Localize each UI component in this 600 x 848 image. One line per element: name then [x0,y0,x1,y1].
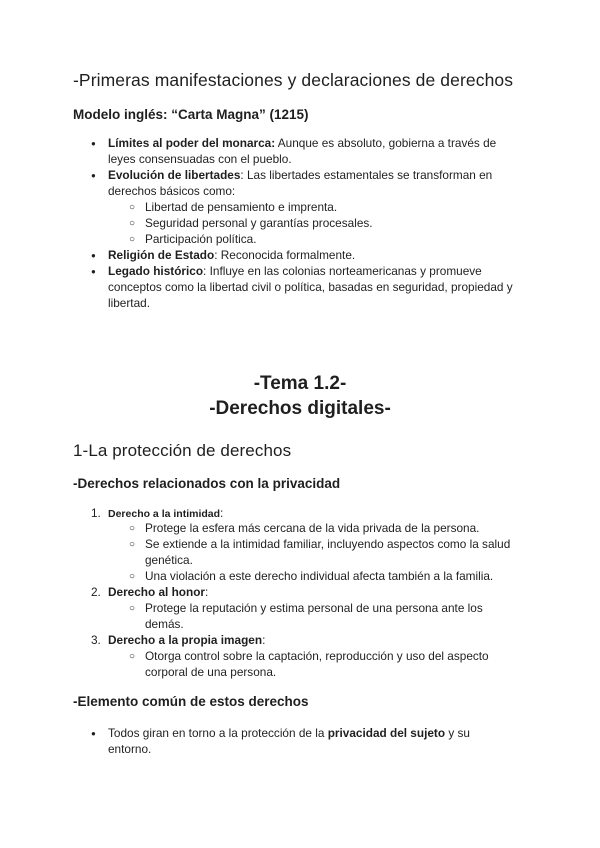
list-item: Límites al poder del monarca: Aunque es absoluto, gobierna a través de [108,136,497,150]
numbered-item: Derecho a la propia imagen: [108,633,266,647]
sub-list-item: Se extiende a la intimidad familiar, incluyendo aspectos como la salud [145,537,511,551]
bullet-icon: ● [91,139,96,148]
bullet-icon: ● [91,171,96,180]
subsection-heading: Modelo inglés: “Carta Magna” (1215) [73,107,309,122]
sub-list-item-continuation: corporal de una persona. [145,665,277,679]
list-item-continuation: entorno. [108,742,152,756]
subsection-heading: -Derechos relacionados con la privacidad [73,476,341,491]
list-item-continuation: derechos básicos como: [108,184,236,198]
sub-list-item: Una violación a este derecho individual afecta también a la familia. [145,569,494,583]
numbered-item: Derecho a la intimidad: [108,506,224,520]
section-heading: -Primeras manifestaciones y declaraciones de derechos [73,70,514,90]
sub-list-item-continuation: demás. [145,617,184,631]
sub-list-item-continuation: genética. [145,553,193,567]
sub-bullet-icon: ○ [129,651,136,662]
list-item-continuation: conceptos como la libertad civil o política, basadas en seguridad, propiedad y [108,280,513,294]
sub-list-item: Protege la esfera más cercana de la vida privada de la persona. [145,521,480,535]
sub-bullet-icon: ○ [129,539,136,550]
sub-list-item: Protege la reputación y estima personal de una persona ante los [145,601,483,615]
bullet-icon: ● [91,729,96,738]
sub-list-item: Libertad de pensamiento e imprenta. [145,200,338,214]
list-item: Todos giran en torno a la protección de la privacidad del sujeto y su [108,726,470,740]
list-item: Evolución de libertades: Las libertades estamentales se transforman en [108,168,493,182]
subsection-heading: -Elemento común de estos derechos [73,694,309,709]
list-item: Religión de Estado: Reconocida formalmente. [108,248,356,262]
list-number: 3. [91,633,101,647]
list-item: Legado histórico: Influye en las colonias norteamericanas y promueve [108,264,482,278]
sub-bullet-icon: ○ [129,202,136,213]
list-number: 2. [91,585,101,599]
list-item-continuation: libertad. [108,296,150,310]
sub-bullet-icon: ○ [129,603,136,614]
sub-list-item: Participación política. [145,232,257,246]
sub-bullet-icon: ○ [129,523,136,534]
bullet-icon: ● [91,251,96,260]
list-number: 1. [91,506,101,520]
sub-list-item: Seguridad personal y garantías procesales. [145,216,373,230]
sub-bullet-icon: ○ [129,571,136,582]
topic-title: -Tema 1.2- [253,373,347,394]
sub-bullet-icon: ○ [129,234,136,245]
numbered-item: Derecho al honor: [108,585,209,599]
sub-list-item: Otorga control sobre la captación, reproducción y uso del aspecto [145,649,489,663]
sub-bullet-icon: ○ [129,218,136,229]
topic-subtitle: -Derechos digitales- [209,398,391,419]
section-heading: 1-La protección de derechos [73,441,292,460]
bullet-icon: ● [91,267,96,276]
list-item-continuation: leyes consensuadas con el pueblo. [108,152,292,166]
